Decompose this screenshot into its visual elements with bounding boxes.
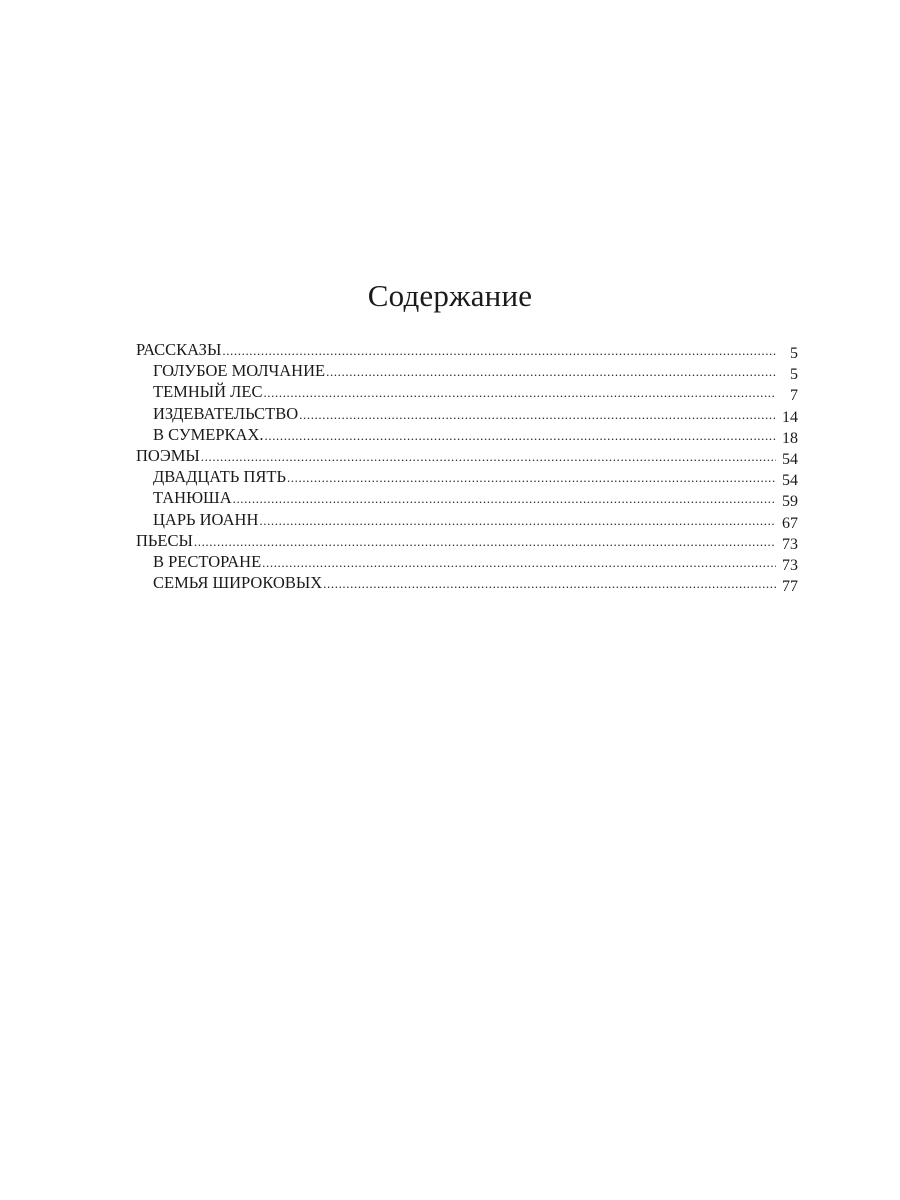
toc-entry-page-number: 14 bbox=[782, 408, 798, 426]
dot-leader bbox=[263, 382, 776, 403]
toc-entry-label: ПЬЕСЫ bbox=[136, 530, 193, 550]
toc-entry-page-number: 73 bbox=[782, 535, 798, 553]
toc-entry-plays[interactable] bbox=[136, 530, 798, 551]
toc-entry-page-number: 77 bbox=[782, 578, 798, 596]
toc-entry-label: РАССКАЗЫ bbox=[136, 340, 222, 359]
toc-entry-shirokov-family[interactable] bbox=[136, 572, 798, 596]
toc-entry-page-number: 54 bbox=[782, 472, 798, 490]
toc-entry-in-the-restaurant[interactable] bbox=[136, 551, 798, 572]
toc-entry-label: ДВАДЦАТЬ ПЯТЬ bbox=[153, 467, 286, 487]
toc-title: Содержание bbox=[367, 278, 533, 313]
toc-entry-page-number: 73 bbox=[782, 556, 798, 574]
dot-leader bbox=[201, 446, 776, 467]
dot-leader bbox=[259, 510, 776, 531]
dot-leader bbox=[287, 467, 776, 488]
dot-leader bbox=[265, 425, 777, 446]
toc-entry-label: ИЗДЕВАТЕЛЬСТВО bbox=[153, 403, 299, 423]
dot-leader bbox=[222, 340, 776, 361]
toc-entry-page-number: 67 bbox=[782, 514, 798, 532]
toc-entry-label: ПОЭМЫ bbox=[136, 445, 200, 465]
toc-entry-dark-forest[interactable] bbox=[136, 381, 798, 405]
toc-entry-mockery[interactable] bbox=[136, 403, 798, 424]
toc-entry-label: ГОЛУБОЕ МОЛЧАНИЕ bbox=[153, 361, 326, 381]
toc-entry-label: СЕМЬЯ ШИРОКОВЫХ bbox=[153, 573, 323, 593]
table-of-contents bbox=[136, 339, 798, 596]
toc-entry-blue-silence[interactable] bbox=[136, 360, 798, 384]
toc-entry-page-number: 5 bbox=[790, 345, 798, 362]
dot-leader bbox=[194, 531, 776, 552]
dot-leader bbox=[323, 573, 776, 594]
toc-entry-label: В РЕСТОРАНЕ bbox=[153, 551, 262, 571]
dot-leader bbox=[299, 404, 776, 425]
toc-entry-page-number: 5 bbox=[790, 366, 798, 384]
toc-entry-tsar-ioann[interactable] bbox=[136, 509, 798, 530]
toc-entry-page-number: 59 bbox=[782, 493, 798, 511]
toc-entry-label: В СУМЕРКАХ. bbox=[153, 424, 264, 444]
dot-leader bbox=[326, 361, 776, 382]
toc-entry-page-number: 18 bbox=[782, 429, 798, 447]
toc-entry-label: ТАНЮША bbox=[153, 488, 232, 508]
toc-entry-page-number: 54 bbox=[782, 450, 798, 468]
toc-entry-twenty-five[interactable] bbox=[136, 466, 798, 490]
dot-leader bbox=[262, 552, 776, 573]
toc-entry-page-number: 7 bbox=[790, 387, 798, 405]
toc-entry-at-twilight[interactable] bbox=[136, 424, 798, 445]
toc-entry-poems[interactable] bbox=[136, 445, 798, 466]
toc-entry-label: ЦАРЬ ИОАНН bbox=[153, 509, 259, 529]
toc-entry-label: ТЕМНЫЙ ЛЕС bbox=[153, 382, 263, 402]
toc-entry-stories[interactable] bbox=[136, 339, 798, 360]
dot-leader bbox=[233, 488, 776, 509]
toc-entry-tanyusha[interactable] bbox=[136, 487, 798, 511]
